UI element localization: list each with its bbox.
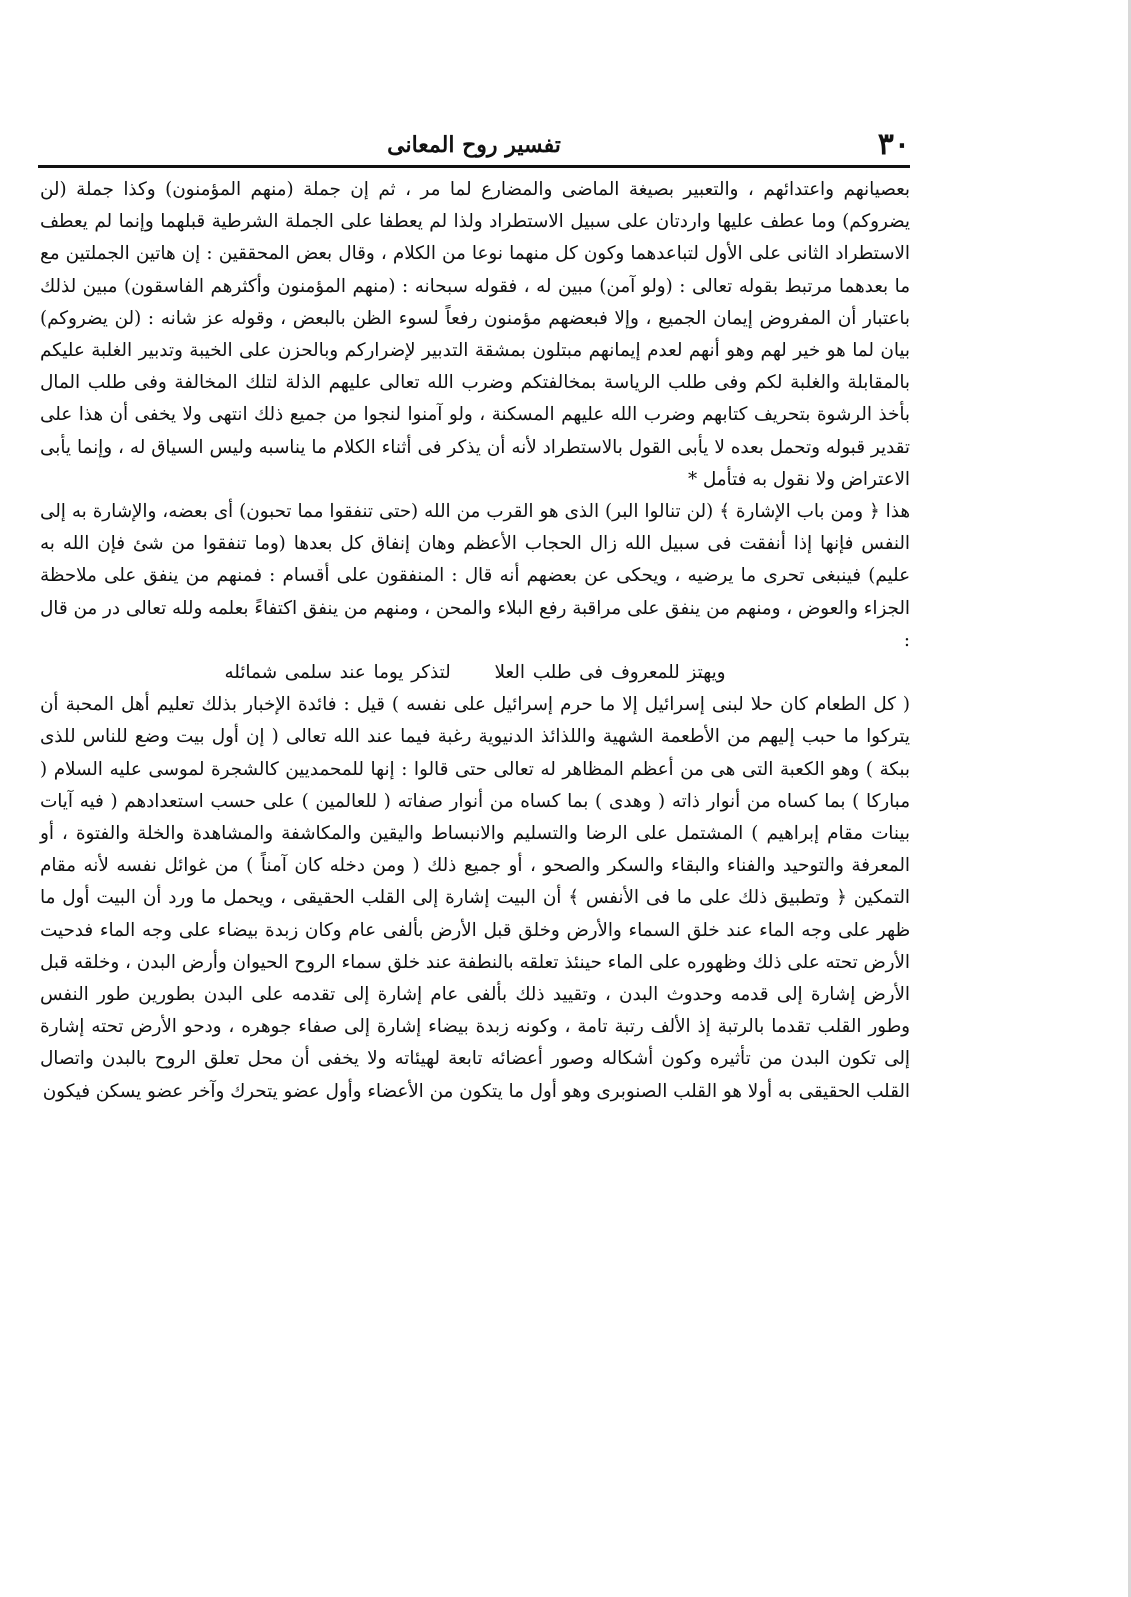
- page-number: ٣٠: [877, 127, 910, 162]
- body-text: [40, 174, 910, 1108]
- running-header: [38, 128, 910, 162]
- paragraph-2: هذا ﴿ ومن باب الإشارة ﴾ (لن تنالوا البر) الذى هو القرب من الله (حتى تنفقوا مما تحبون) أى بعضه، والإشارة به إلى النفس فإنها إذا أنفقت فى سبيل الله زال الحجاب الأعظم وهان إنفاق كل بعدها (وما تنفقوا من شئ فإن الله به عليم) فينبغى تحرى ما يرضيه ، ويحكى عن بعضهم أنه قال : المنفقون على أقسام : فمنهم من ينفق على ملاحظة الجزاء والعوض ، ومنهم من ينفق على مراقبة رفع البلاء والمحن ، ومنهم من ينفق اكتفاءً بعلمه ولله تعالى در من قال :: [40, 501, 910, 651]
- book-title: تفسير روح المعانى: [387, 132, 561, 158]
- header-rule: [38, 165, 910, 168]
- poetry-verse: [40, 657, 910, 689]
- paragraph-3: ( كل الطعام كان حلا لبنى إسرائيل إلا ما حرم إسرائيل على نفسه ) قيل : فائدة الإخبار بذلك تعليم أهل المحبة أن يتركوا ما حبب إليهم من الأطعمة الشهية واللذائذ الدنيوية رغبة فيما عند الله تعالى ( إن أول بيت وضع للناس للذى ببكة ) وهو الكعبة التى هى من أعظم المظاهر له تعالى حتى قالوا : إنها للمحمديين كالشجرة لموسى عليه السلام ( مباركا ) بما كساه من أنوار ذاته ( وهدى ) بما كساه من أنوار صفاته ( للعالمين ) على حسب استعدادهم ( فيه آيات بينات مقام إبراهيم ) المشتمل على الرضا والتسليم والانبساط واليقين والمكاشفة والمشاهدة والخلة والفتوة ، أو المعرفة والتوحيد والفناء والبقاء والسكر والصحو ، أو جميع ذلك ( ومن دخله كان آمناً ) من غوائل نفسه لأنه مقام التمكين ﴿ وتطبيق ذلك على ما فى الأنفس ﴾ أن البيت إشارة إلى القلب الحقيقى ، ويحمل ما ورد أن البيت أول ما ظهر على وجه الماء عند خلق السماء والأرض وخلق قبل الأرض بألفى عام وكان زبدة بيضاء على وجه الماء فدحيت الأرض تحته على ذلك وظهوره على الماء حينئذ تعلقه بالنطفة عند خلق سماء الروح الحيوان وأرض البدن ، وخلقه قبل الأرض إشارة إلى قدمه وحدوث البدن ، وتقييد ذلك بألفى عام إشارة إلى تقدمه على البدن بطورين طور النفس وطور القلب تقدما بالرتبة إذ الألف رتبة تامة ، وكونه زبدة بيضاء إشارة إلى صفاء جوهره ، ودحو الأرض تحته إشارة إلى تكون البدن من تأثيره وكون أشكاله وصور أعضائه تابعة لهيئاته ولا يخفى أن محل تعلق الروح بالبدن واتصال القلب الحقيقى به أولا هو القلب الصنوبرى وهو أول ما يتكون من الأعضاء وأول عضو يتحرك وآخر عضو يسكن فيكون: [40, 694, 910, 1102]
- paragraph-1: بعصيانهم واعتدائهم ، والتعبير بصيغة الماضى والمضارع لما مر ، ثم إن جملة (منهم المؤمنون) وكذا جملة (لن يضروكم) وما عطف عليها واردتان على سبيل الاستطراد ولذا لم يعطفا على الجملة الشرطية قبلهما وإنما لم يعطف الاستطراد الثانى على الأول لتباعدهما وكون كل منهما نوعا من الكلام ، وقال بعض المحققين : إن هاتين الجملتين مع ما بعدهما مرتبط بقوله تعالى : (ولو آمن) مبين له ، فقوله سبحانه : (منهم المؤمنون وأكثرهم الفاسقون) مبين لذلك باعتبار أن المفروض إيمان الجميع ، وإلا فبعضهم مؤمنون رفعاً لسوء الظن بالبعض ، وقوله عز شانه : (لن يضروكم) بيان لما هو خير لهم وهو أنهم لعدم إيمانهم مبتلون بمشقة التدبير لإضراركم وبالحزن على الخيبة وتدبير الغلبة عليكم بالمقابلة والغلبة لكم وفى طلب الرياسة بمخالفتكم وضرب الله تعالى عليهم الذلة لتلك المخالفة وفى طلب المال بأخذ الرشوة بتحريف كتابهم وضرب الله عليهم المسكنة ، ولو آمنوا لنجوا من جميع ذلك انتهى ولا يخفى أن هذا على تقدير قبوله وتحمل بعده لا يأبى القول بالاستطراد لأنه أن يذكر فى أثناء الكلام ما يناسبه وليس السياق له ، وإنما يأبى الاعتراض ولا نقول به فتأمل *: [40, 179, 910, 490]
- verse-first-hemistich: ويهتز للمعروف فى طلب العلا: [494, 662, 726, 684]
- verse-second-hemistich: لتذكر يوما عند سلمى شمائله: [224, 662, 451, 684]
